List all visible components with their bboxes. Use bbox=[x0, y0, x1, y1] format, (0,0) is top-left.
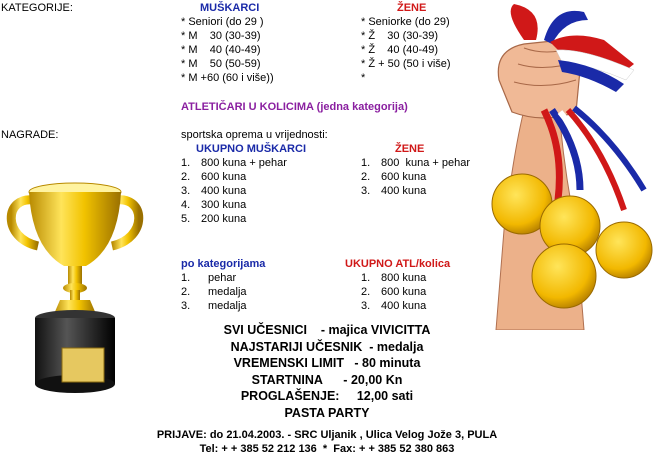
list-item: 3. medalja bbox=[181, 300, 247, 312]
info-line: NAJSTARIJI UČESNIK - medalja bbox=[230, 339, 424, 354]
list-item: * Seniori (do 29 ) bbox=[181, 16, 264, 28]
ukupno-zene-list bbox=[361, 157, 470, 199]
kategorije-label: KATEGORIJE: bbox=[1, 2, 73, 14]
list-item: 1. 800 kuna + pehar bbox=[361, 157, 470, 169]
nagrade-label: NAGRADE: bbox=[1, 129, 59, 141]
zene-title: ŽENE bbox=[397, 2, 427, 14]
info-line: PASTA PARTY bbox=[284, 405, 370, 420]
list-item: 4. 300 kuna bbox=[181, 199, 247, 211]
kontakt-line: Tel: + + 385 52 212 136 * Fax: + + 385 52 380 863 bbox=[199, 443, 455, 455]
list-item: * M 50 (50-59) bbox=[181, 58, 261, 70]
list-item: * M 30 (30-39) bbox=[181, 30, 261, 42]
list-item: * M +60 (60 i više)) bbox=[181, 72, 274, 84]
list-item: * bbox=[361, 72, 366, 84]
list-item: * Ž + 50 (50 i više) bbox=[361, 58, 451, 70]
info-line: PROGLAŠENJE: 12,00 sati bbox=[240, 389, 414, 403]
zene-list bbox=[361, 16, 451, 86]
oprema-intro: sportska oprema u vrijednosti: bbox=[181, 129, 328, 141]
po-kategorijama-list bbox=[181, 272, 247, 314]
ukupno-atl-title: UKUPNO ATL/kolica bbox=[345, 258, 451, 270]
list-item: 2. 600 kuna bbox=[361, 286, 427, 298]
list-item: 3. 400 kuna bbox=[361, 300, 427, 312]
list-item: 2. 600 kuna bbox=[181, 171, 247, 183]
list-item: * Seniorke (do 29) bbox=[361, 16, 450, 28]
list-item: 1. pehar bbox=[181, 272, 237, 284]
trophy-illustration bbox=[4, 178, 144, 398]
list-item: 2. medalja bbox=[181, 286, 247, 298]
hand-holding-medals-illustration bbox=[484, 0, 654, 330]
info-line: SVI UČESNICI - majica VIVICITTA bbox=[223, 323, 431, 337]
list-item: * M 40 (40-49) bbox=[181, 44, 261, 56]
po-kategorijama-title: po kategorijama bbox=[181, 258, 266, 270]
list-item: * Ž 30 (30-39) bbox=[361, 30, 439, 42]
atleticari-heading: ATLETIČARI U KOLICIMA (jedna kategorija) bbox=[181, 101, 408, 113]
list-item: 3. 400 kuna bbox=[181, 185, 247, 197]
list-item: 2. 600 kuna bbox=[361, 171, 427, 183]
ukupno-zene-title: ŽENE bbox=[395, 143, 425, 155]
info-line: VREMENSKI LIMIT - 80 minuta bbox=[233, 356, 421, 370]
muskarci-title: MUŠKARCI bbox=[200, 2, 260, 14]
list-item: * Ž 40 (40-49) bbox=[361, 44, 439, 56]
list-item: 1. 800 kuna + pehar bbox=[181, 157, 287, 169]
ukupno-muskarci-list bbox=[181, 157, 287, 227]
ukupno-atl-list bbox=[361, 272, 426, 314]
list-item: 5. 200 kuna bbox=[181, 213, 247, 225]
list-item: 3. 400 kuna bbox=[361, 185, 427, 197]
ukupno-muskarci-title: UKUPNO MUŠKARCI bbox=[196, 143, 306, 155]
info-line: STARTNINA - 20,00 Kn bbox=[251, 372, 403, 387]
list-item: 1. 800 kuna bbox=[361, 272, 427, 284]
prijave-line: PRIJAVE: do 21.04.2003. - SRC Uljanik , Ulica Velog Jože 3, PULA bbox=[156, 429, 498, 441]
muskarci-list bbox=[181, 16, 274, 86]
